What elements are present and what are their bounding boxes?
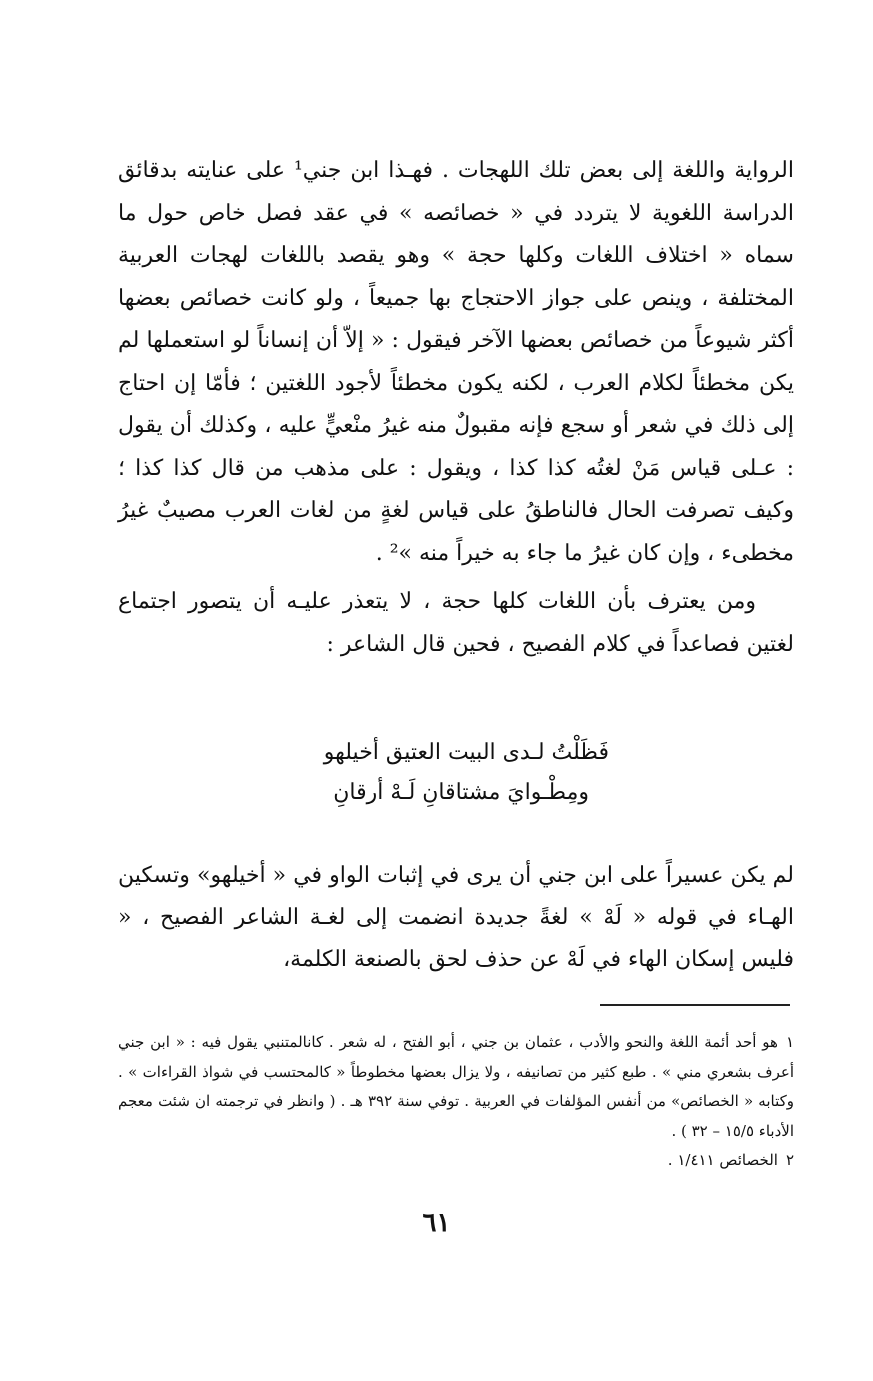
poem-line-1-text: فَظَلْتُ لـدى البيت العتيق أخيلهو [323, 740, 609, 765]
footnote-2 [118, 1146, 794, 1176]
footnote-1-number: ١ [785, 1033, 794, 1051]
poem-line-2 [118, 775, 794, 811]
poem-line-2-text: ومِطْـوايَ مشتاقانِ لَـهْ أرقانِ [333, 780, 589, 805]
paragraph-1: الرواية واللغة إلى بعض تلك اللهجات . فهـذا ابن جني¹ على عنايته بدقائق الدراسة اللغوية لا يتردد في « خصائصه » في عقد فصل خاص حول ما سماه « اختلاف اللغات وكلها حجة » وهو يقصد باللغات لهجات العربية المختلفة ، وينص على جواز الاحتجاج بها جميعاً ، ولو كانت خصائص بعضها أكثر شيوعاً من خصائص بعضها الآخر فيقول : « إلاّ أن إنساناً لو استعملها لم يكن مخطئاً لكلام العرب ، لكنه يكون مخطئاً لأجود اللغتين ؛ فأمّا إن احتاج إلى ذلك في شعر أو سجع فإنه مقبولٌ منه غيرُ منْعيٍّ عليه ، وكذلك أن يقول : عـلى قياس مَنْ لغتُه كذا كذا ، ويقول : على مذهب من قال كذا كذا ؛ وكيف تصرفت الحال فالناطقُ على قياس لغةٍ من لغات العرب مصيبٌ غيرُ مخطىء ، وإن كان غيرُ ما جاء به خيراً منه »² . [118, 158, 794, 566]
footnotes-block [118, 1028, 794, 1176]
footnote-1-text: هو أحد أئمة اللغة والنحو والأدب ، عثمان بن جني ، أبو الفتح ، له شعر . كانالمتنبي يقول فيه : « ابن جني أعرف بشعري مني » . طبع كثير من تصانيفه ، ولا يزال بعضها مخطوطاً « كالمحتسب في شواذ القراءات » . وكتابه « الخصائص» من أنفس المؤلفات في العربية . توفي سنة ٣٩٢ هـ . ( وانظر في ترجمته ان شئت معجم الأدباء ١٥/٥ – ٣٢ ) . [118, 1033, 794, 1140]
footnote-2-text: الخصائص ١/٤١١ . [667, 1151, 778, 1169]
page-number: ٦١ [422, 1208, 451, 1238]
main-text-block [118, 150, 794, 666]
poem-line-1 [118, 735, 794, 771]
paragraph-2: ومن يعترف بأن اللغات كلها حجة ، لا يتعذر عليـه أن يتصور اجتماع لغتين فصاعداً في كلام الفصيح ، فحين قال الشاعر : [118, 589, 794, 657]
footnote-2-number: ٢ [785, 1151, 794, 1169]
footnote-1 [118, 1028, 794, 1146]
footnote-divider [600, 1004, 790, 1006]
paragraph-3: لم يكن عسيراً على ابن جني أن يرى في إثبات الواو في « أخيلهو» وتسكين الهـاء في قوله « لَهْ » لغةً جديدة انضمت إلى لغـة الشاعر الفصيح ، « فليس إسكان الهاء في لَهْ عن حذف لحق بالصنعة الكلمة، [118, 863, 794, 972]
